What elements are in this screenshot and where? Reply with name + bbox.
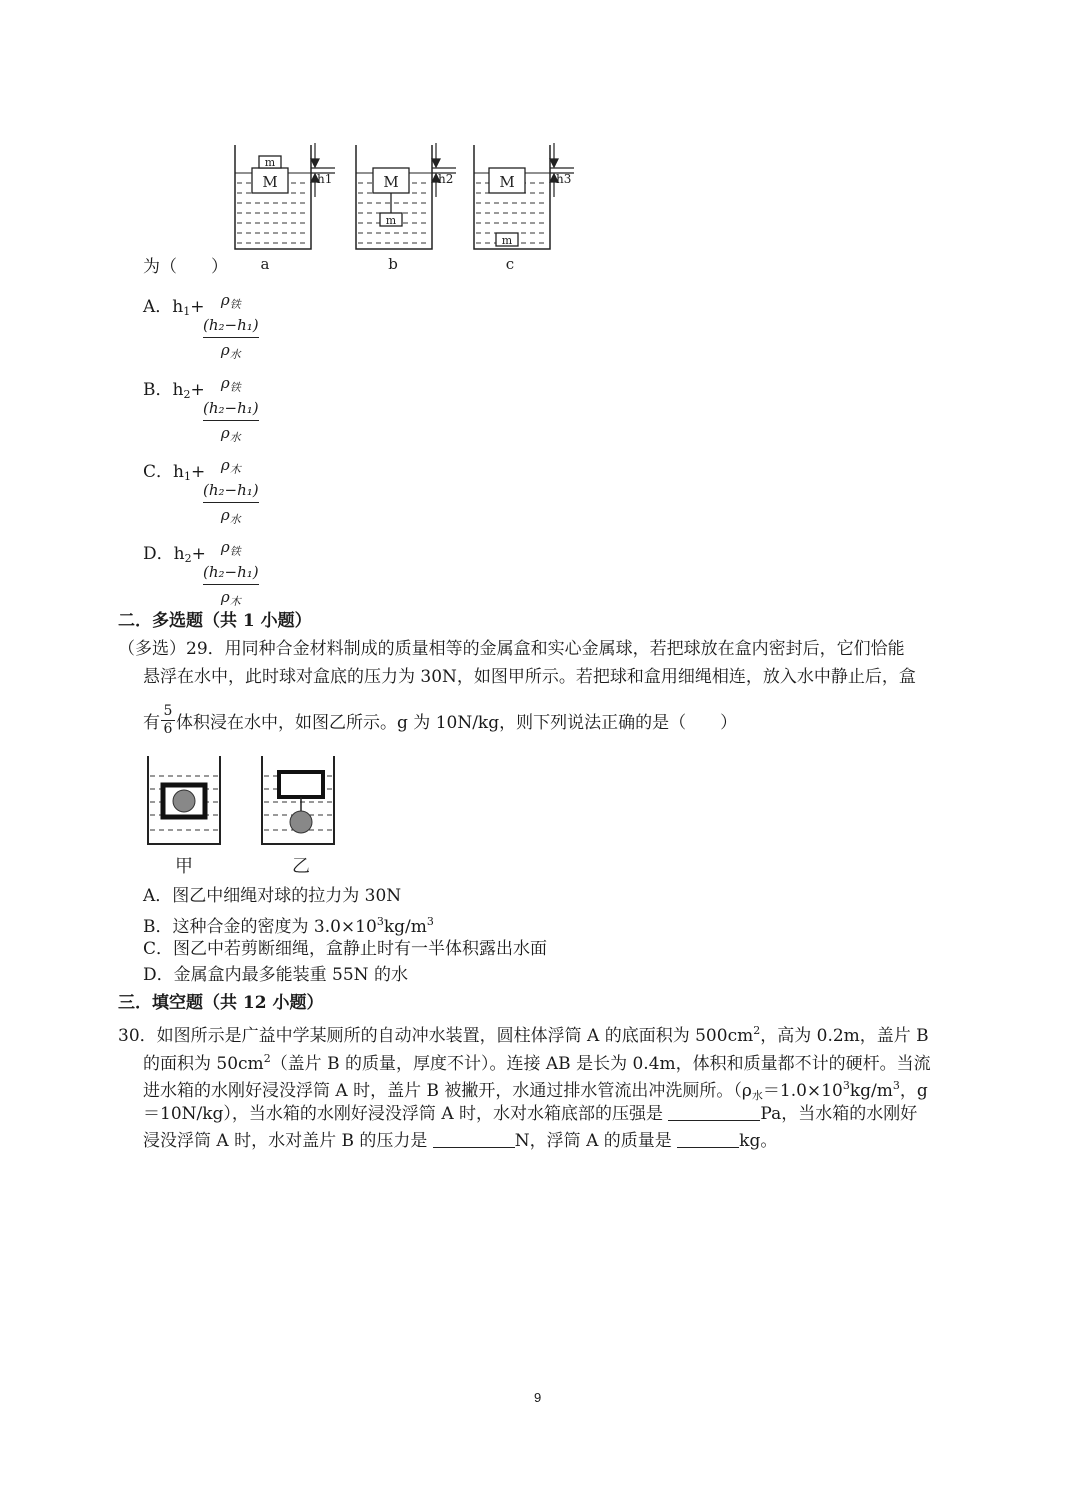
fig-label-b: b <box>388 255 398 273</box>
h2-label: h2 <box>438 172 454 186</box>
q29-option-d: D．金属盒内最多能装重 55N 的水 <box>143 965 408 985</box>
fig-label-yi: 乙 <box>292 856 310 877</box>
block-m-label-c: m <box>501 234 513 247</box>
q29-option-c: C．图乙中若剪断细绳，盒静止时有一半体积露出水面 <box>143 939 548 959</box>
q30-line2: 的面积为 $50cm^2$（盖片 B 的质量，厚度不计）。连接 AB 是长为 0.4m，体积和质量都不计的硬杆。当流 <box>143 1052 931 1074</box>
h1-label: h1 <box>317 172 333 186</box>
answer-blank-force[interactable] <box>433 1129 515 1148</box>
q28-option-a: A．$h_1+$ $\rho_铁(h_2-h_1)$ $\rho_水$ <box>143 291 259 361</box>
q28-option-d: D．$h_2+$ $\rho_铁(h_2-h_1)$ $\rho_木$ <box>143 538 259 608</box>
q29-line2: 悬浮在水中，此时球对盒底的压力为 30N，如图甲所示。若把球和盒用细绳相连，放入水中静止后，盒 <box>143 667 916 687</box>
section-title-fill-in: 三．填空题（共 12 小题） <box>118 993 324 1013</box>
fig-label-jia: 甲 <box>175 856 193 877</box>
fig-label-c: c <box>505 255 515 273</box>
q28-stem-end: 为（ ） <box>143 257 228 277</box>
q28-option-b: B．$h_2+$ $\rho_铁(h_2-h_1)$ $\rho_水$ <box>143 374 259 444</box>
q30-line3: 进水箱的水刚好浸没浮筒 A 时，盖片 B 被撇开，水通过排水管流出冲洗厕所。（$\rho_水=1.0\times 10^3kg/m^3$，g <box>143 1079 928 1102</box>
q29-fraction: $\frac{5}{6}$ <box>161 703 175 738</box>
block-M-label-a: M <box>262 173 278 191</box>
answer-blank-mass[interactable] <box>677 1129 739 1148</box>
q29-line1: （多选）29．用同种合金材料制成的质量相等的金属盒和实心金属球，若把球放在盒内密封后，它们恰能 <box>118 639 905 659</box>
page-number: 9 <box>534 1390 542 1405</box>
q29-option-a: A．图乙中细绳对球的拉力为 30N <box>143 886 402 906</box>
q29-option-b: B．这种合金的密度为 $3.0\times 10^3kg/m^3$ <box>143 915 434 937</box>
block-M-label-b: M <box>383 173 399 191</box>
block-M-label-c: M <box>499 173 515 191</box>
q30-line5: 浸没浮筒 A 时，水对盖片 B 的压力是 N，浮筒 A 的质量是 kg。 <box>143 1131 778 1151</box>
fig-label-a: a <box>260 255 270 273</box>
h3-label: h3 <box>556 172 572 186</box>
q28-option-c: C．$h_1+$ $\rho_木(h_2-h_1)$ $\rho_水$ <box>143 456 259 526</box>
q28-figure <box>225 135 585 280</box>
q30-line4: ＝10N/kg），当水箱的水刚好浸没浮筒 A 时，水对水箱底部的压强是 Pa，当水箱的水刚好 <box>143 1104 918 1124</box>
q30-line1: 30．如图所示是广益中学某厕所的自动冲水装置，圆柱体浮筒 A 的底面积为 $500cm^2$，高为 0.2m，盖片 B <box>118 1024 929 1046</box>
block-m-label-b: m <box>385 214 397 227</box>
q29-figure <box>140 752 340 882</box>
q29-line3: 有 $\frac{5}{6}$ 体积浸在水中，如图乙所示。g 为 10N/kg，则下列说法正确的是（ ） <box>143 703 738 737</box>
answer-blank-pressure[interactable] <box>668 1102 760 1121</box>
section-title-multiple-choice: 二．多选题（共 1 小题） <box>118 611 312 631</box>
block-m-label-a: m <box>264 156 276 169</box>
